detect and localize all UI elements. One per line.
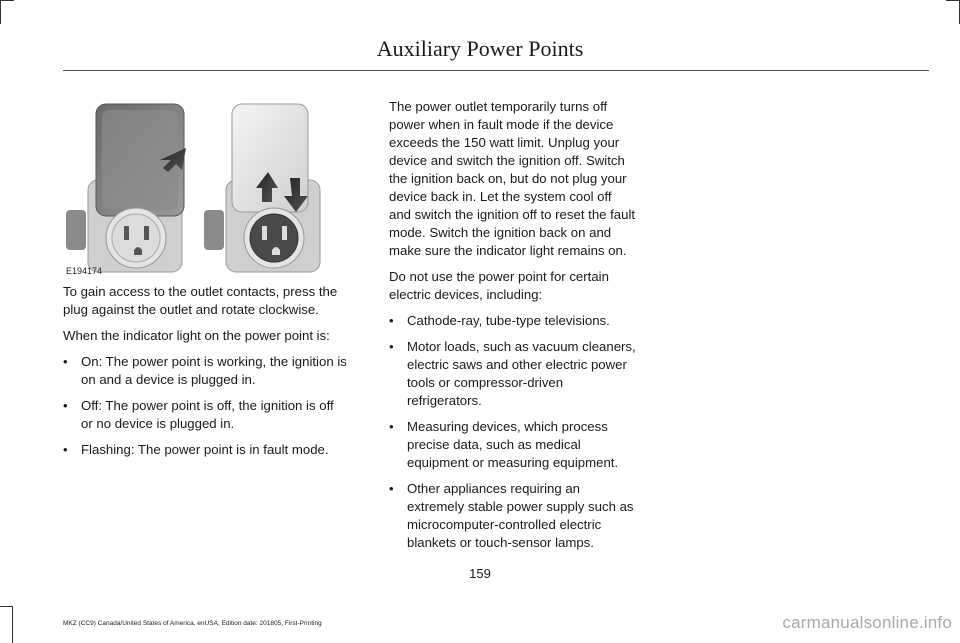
list-item: • Motor loads, such as vacuum cleaners, electric saws and other electric power tools or compressor-driven refrigerators. — [389, 339, 636, 408]
crop-mark-bottom-left-v — [12, 606, 13, 643]
left-column — [63, 283, 348, 467]
list-item: • Other appliances requiring an extremely stable power supply such as microcomputer-controlled electric blankets or touch-sensor lamps. — [389, 481, 634, 550]
access-instruction: To gain access to the outlet contacts, press the plug against the outlet and rotate clockwise. — [63, 284, 338, 317]
crop-mark-bottom-left-h — [0, 606, 13, 607]
device-list — [389, 312, 637, 552]
crop-mark-top-left-v — [0, 0, 1, 24]
list-item: • Flashing: The power point is in fault mode. — [63, 442, 329, 457]
footer-text: MKZ (CC9) Canada/United States of America, enUSA, Edition date: 201805, First-Printing — [63, 620, 322, 627]
list-item: • Measuring devices, which process precise data, such as medical equipment or measuring equipment. — [389, 419, 619, 470]
page-title: Auxiliary Power Points — [376, 36, 584, 61]
list-item: • Cathode-ray, tube-type televisions. — [389, 313, 610, 328]
crop-mark-top-right-h — [946, 0, 960, 1]
bullet-icon: • — [63, 354, 68, 369]
power-outlet-figure — [64, 98, 346, 278]
right-column — [389, 98, 637, 560]
list-item: • Off: The power point is off, the ignition is off or no device is plugged in. — [63, 398, 334, 431]
bullet-icon: • — [63, 442, 68, 457]
bullet-icon: • — [63, 398, 68, 413]
device-warning-intro: Do not use the power point for certain electric devices, including: — [389, 269, 609, 302]
outlet-left — [66, 104, 186, 272]
bullet-icon: • — [389, 481, 394, 496]
power-outlet-illustration — [64, 98, 346, 278]
indicator-intro: When the indicator light on the power point is: — [63, 328, 330, 343]
header-divider — [63, 70, 929, 71]
bullet-icon: • — [389, 339, 394, 354]
figure-label: E194174 — [66, 266, 103, 276]
outlet-right — [204, 104, 320, 272]
watermark: carmanualsonline.info — [782, 613, 952, 632]
fault-mode-paragraph: The power outlet temporarily turns off power when in fault mode if the device exceeds the 150 watt limit. Unplug your device and switch the ignition off. Switch the ignition back on, but do not plug your device back in. Let the system cool off and switch the ignition off to reset the fault mode. Switch the ignition back on and make sure the indicator light remains on. — [389, 99, 636, 258]
list-item: • On: The power point is working, the ignition is on and a device is plugged in. — [63, 354, 347, 387]
page-number: 159 — [469, 566, 491, 581]
bullet-icon: • — [389, 419, 394, 434]
bullet-icon: • — [389, 313, 394, 328]
indicator-list — [63, 353, 348, 459]
crop-mark-top-left-h — [0, 0, 14, 1]
